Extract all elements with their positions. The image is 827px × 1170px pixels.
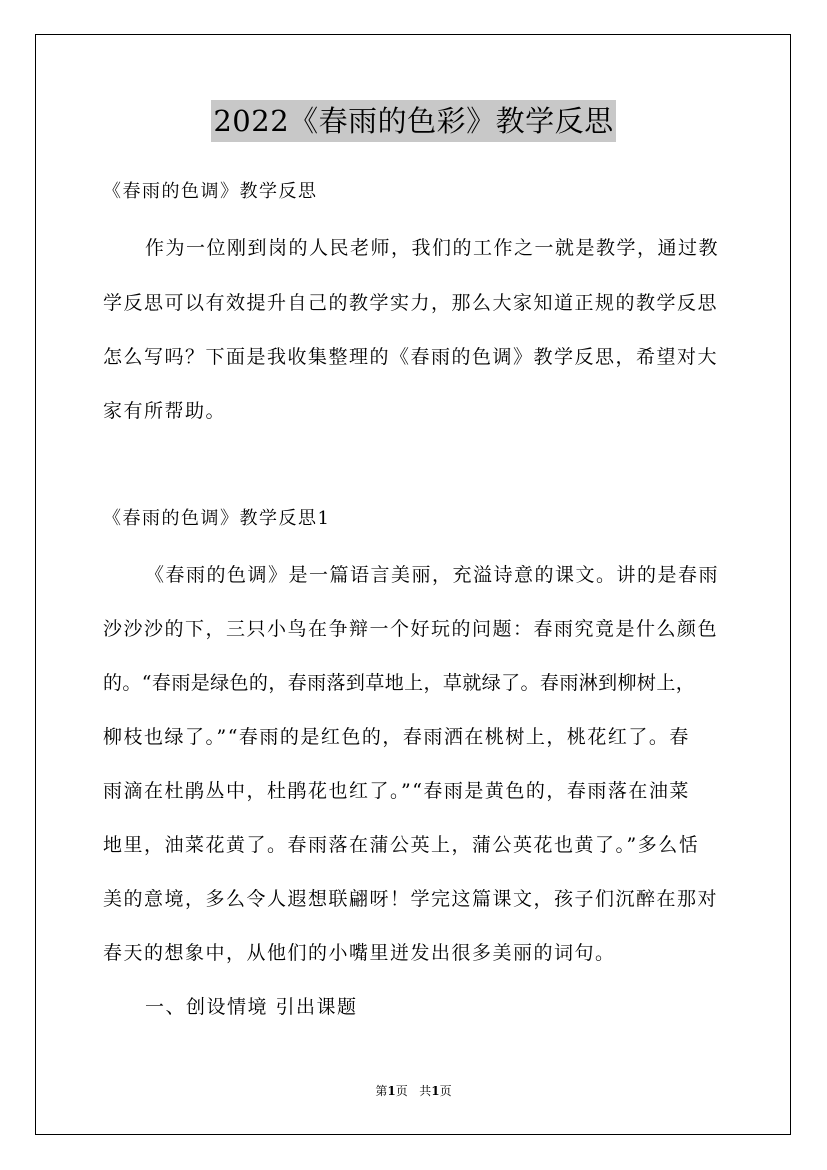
body-line: 雨滴在杜鹃丛中，杜鹃花也红了。”“春雨是黄色的，春雨落在油菜 bbox=[103, 780, 690, 802]
intro-line: 家有所帮助。 bbox=[103, 400, 227, 422]
document-title-container bbox=[0, 100, 827, 142]
footer-page-suffix: 页 bbox=[395, 1084, 408, 1098]
footer-total-suffix: 页 bbox=[439, 1084, 452, 1098]
body-line: 柳枝也绿了。”“春雨的是红色的，春雨洒在桃树上，桃花红了。春 bbox=[103, 726, 690, 748]
footer-total-pages: 1 bbox=[431, 1084, 440, 1098]
intro-line: 学反思可以有效提升自己的教学实力，那么大家知道正规的教学反思 bbox=[103, 292, 719, 314]
document-title: 2022《春雨的色彩》教学反思 bbox=[211, 100, 615, 142]
footer-page-number: 1 bbox=[387, 1084, 396, 1098]
document-subtitle: 《春雨的色调》教学反思 bbox=[103, 181, 318, 202]
footer-prefix: 第 bbox=[375, 1084, 388, 1098]
subsection-heading: 一、创设情境 引出课题 bbox=[145, 996, 358, 1018]
body-line: 沙沙沙的下，三只小鸟在争辩一个好玩的问题：春雨究竟是什么颜色 bbox=[103, 618, 719, 640]
body-line: 美的意境，多么令人遐想联翩呀！学完这篇课文，孩子们沉醉在那对 bbox=[103, 888, 719, 910]
intro-line: 怎么写吗？下面是我收集整理的《春雨的色调》教学反思，希望对大 bbox=[103, 346, 719, 368]
body-line: 的。“春雨是绿色的，春雨落到草地上，草就绿了。春雨淋到柳树上， bbox=[103, 672, 696, 694]
body-line: 地里，油菜花黄了。春雨落在蒲公英上，蒲公英花也黄了。”多么恬 bbox=[103, 834, 700, 856]
body-line: 春天的想象中，从他们的小嘴里迸发出很多美丽的词句。 bbox=[103, 942, 616, 964]
body-line: 《春雨的色调》是一篇语言美丽，充溢诗意的课文。讲的是春雨 bbox=[145, 564, 720, 586]
section-heading: 《春雨的色调》教学反思1 bbox=[103, 508, 331, 529]
intro-line: 作为一位刚到岗的人民老师，我们的工作之一就是教学，通过教 bbox=[145, 237, 720, 259]
page-footer bbox=[0, 1083, 827, 1099]
footer-total-prefix: 共 bbox=[419, 1084, 432, 1098]
